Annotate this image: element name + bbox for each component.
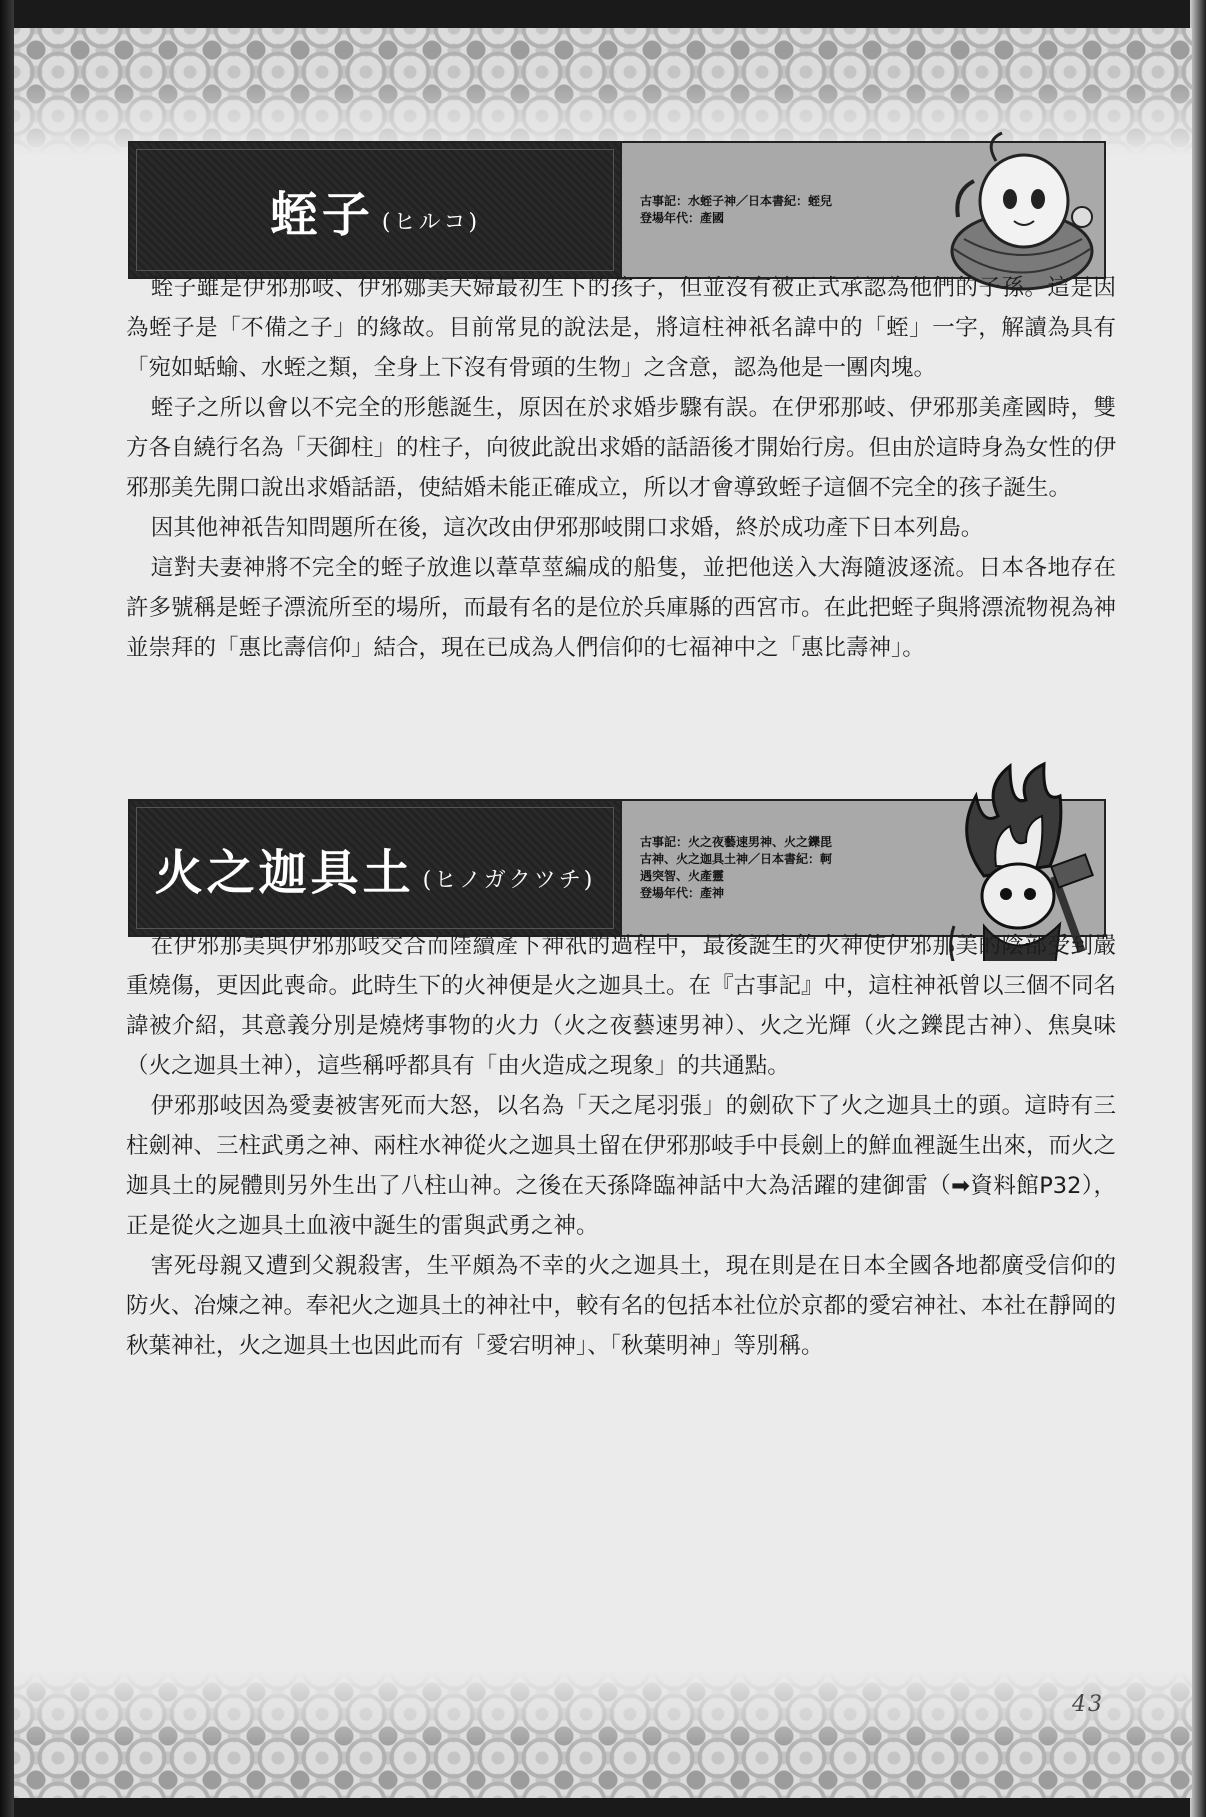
deity-reading: (ヒノガクツチ) <box>422 867 596 893</box>
info-panel <box>620 801 1104 935</box>
paragraph: 這對夫妻神將不完全的蛭子放進以葦草莖編成的船隻，並把他送入大海隨波逐流。日本各地存在許多號稱是蛭子漂流所至的場所，而最有名的是位於兵庫縣的西宮市。在此把蛭子與將漂流物視為神並崇拜的「惠比壽信仰」結合，現在已成為人們信仰的七福神中之「惠比壽神」。 <box>126 555 1117 661</box>
section-body-kagutsuchi <box>126 926 1116 1366</box>
paragraph: 因其他神祇告知問題所在後，這次改由伊邪那岐開口求婚，終於成功產下日本列島。 <box>150 515 984 541</box>
meta-line: 古神、火之迦具土神／日本書紀：軻 <box>640 852 833 866</box>
meta-line: 登場年代：產神 <box>640 886 725 900</box>
meta-line: 遇突智、火產靈 <box>640 869 725 883</box>
title-panel <box>130 143 620 277</box>
book-page <box>14 28 1192 1798</box>
info-panel <box>620 143 1104 277</box>
section-header-hiruko <box>128 141 1106 279</box>
paragraph: 蛭子雖是伊邪那岐、伊邪娜美夫婦最初生下的孩子，但並沒有被正式承認為他們的子孫。這是因為蛭子是「不備之子」的緣故。目前常見的說法是，將這柱神祇名諱中的「蛭」一字，解讀為具有「宛如蛞蝓、水蛭之類，全身上下沒有骨頭的生物」之含意，認為他是一團肉塊。 <box>126 275 1116 381</box>
paragraph: 蛭子之所以會以不完全的形態誕生，原因在於求婚步驟有誤。在伊邪那岐、伊邪那美產國時，雙方各自繞行名為「天御柱」的柱子，向彼此說出求婚的話語後才開始行房。但由於這時身為女性的伊邪那美先開口說出求婚話語，使結婚未能正確成立，所以才會導致蛭子這個不完全的孩子誕生。 <box>126 395 1117 501</box>
meta-line: 登場年代：產國 <box>640 211 725 225</box>
deity-reading: (ヒルコ) <box>381 209 481 235</box>
bottom-ornament-band <box>14 1670 1192 1798</box>
meta-line: 古事記：火之夜藝速男神、火之鑠毘 <box>640 835 833 849</box>
section-header-kagutsuchi <box>128 799 1106 937</box>
deity-meta <box>640 834 880 902</box>
section-body-hiruko <box>126 268 1116 668</box>
paragraph: 伊邪那岐因為愛妻被害死而大怒，以名為「天之尾羽張」的劍砍下了火之迦具土的頭。這時有三柱劍神、三柱武勇之神、兩柱水神從火之迦具土留在伊邪那岐手中長劍上的鮮血裡誕生出來，而火之迦具土的屍體則另外生出了八柱山神。之後在天孫降臨神話中大為活躍的建御雷（➡資料館P32），正是從火之迦具土血液中誕生的雷與武勇之神。 <box>126 1093 1117 1239</box>
meta-line: 古事記：水蛭子神／日本書紀：蛭兒 <box>640 194 833 208</box>
deity-name: 火之迦具土 <box>154 844 415 901</box>
page-number: 43 <box>1072 1692 1104 1717</box>
book-spine-shadow <box>0 0 14 1817</box>
paragraph: 害死母親又遭到父親殺害，生平頗為不幸的火之迦具土，現在則是在日本全國各地都廣受信仰的防火、冶煉之神。奉祀火之迦具土的神社中，較有名的包括本社位於京都的愛宕神社、本社在靜岡的秋葉神社，火之迦具土也因此而有「愛宕明神」、「秋葉明神」等別稱。 <box>126 1253 1117 1359</box>
deity-meta <box>640 193 880 227</box>
deity-name: 蛭子 <box>269 186 374 243</box>
title-panel <box>130 801 620 935</box>
paragraph: 在伊邪那美與伊邪那岐交合而陸續產下神祇的過程中，最後誕生的火神使伊邪那美的陰部受到嚴重燒傷，更因此喪命。此時生下的火神便是火之迦具土。在『古事記』中，這柱神祇曾以三個不同名諱被介紹，其意義分別是燒烤事物的火力（火之夜藝速男神）、火之光輝（火之鑠毘古神）、焦臭味（火之迦具土神），這些稱呼都具有「由火造成之現象」的共通點。 <box>126 933 1117 1079</box>
page-edge-shadow <box>1190 0 1206 1817</box>
